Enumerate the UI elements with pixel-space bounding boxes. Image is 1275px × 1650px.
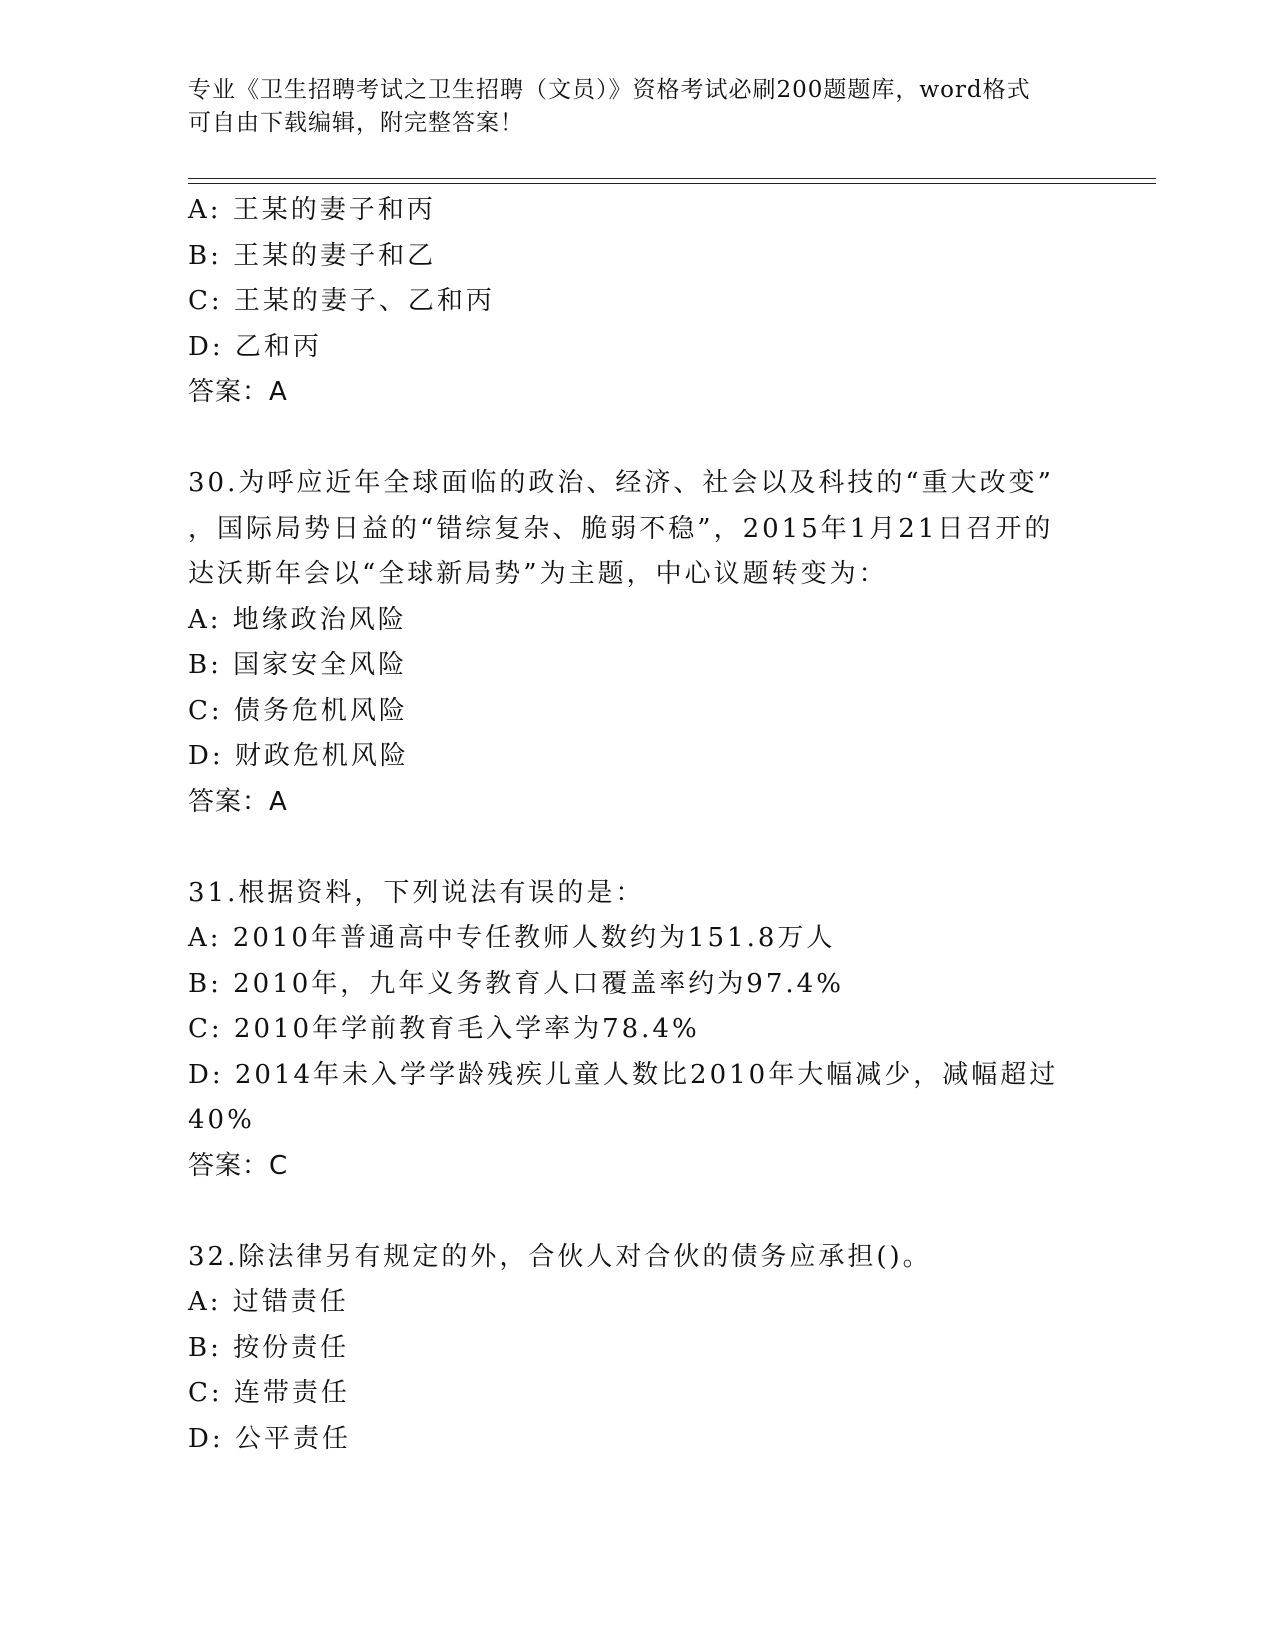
question-30: [188, 461, 1088, 825]
option-d: D: 乙和丙: [188, 331, 322, 362]
header-line-1: 专业《卫生招聘考试之卫生招聘（文员）》资格考试必刷200题题库，word格式: [188, 77, 1031, 103]
option-d-continued: 40%: [188, 1105, 255, 1135]
option-c: C: 2010年学前教育毛入学率为78.4%: [188, 1014, 700, 1044]
question-list: [188, 188, 1088, 1462]
header-divider-top: [188, 178, 1156, 179]
option-c: C: 连带责任: [188, 1378, 350, 1408]
spacer: [188, 1189, 1088, 1235]
spacer: [188, 416, 1088, 462]
question-31: [188, 871, 1088, 1190]
option-b: B: 按份责任: [188, 1332, 350, 1363]
option-a: A: 2010年普通高中专任教师人数约为151.8万人: [188, 923, 836, 953]
option-d: D: 公平责任: [188, 1423, 351, 1454]
question-stem-line: 达沃斯年会以“全球新局势”为主题，中心议题转变为：: [188, 559, 888, 589]
spacer: [188, 825, 1088, 871]
question-stem-line: 31.根据资料，下列说法有误的是：: [188, 877, 645, 908]
option-c: C: 王某的妻子、乙和丙: [188, 286, 495, 316]
option-a: A: 王某的妻子和丙: [188, 195, 436, 225]
option-a: A: 地缘政治风险: [188, 604, 407, 635]
option-b: B: 王某的妻子和乙: [188, 240, 437, 271]
option-c: C: 债务危机风险: [188, 695, 408, 726]
option-a: A: 过错责任: [188, 1287, 349, 1317]
header-line-2: 可自由下载编辑，附完整答案！: [188, 110, 524, 136]
answer: 答案：C: [188, 1150, 289, 1181]
question-stem-line: 30.为呼应近年全球面临的政治、经济、社会以及科技的“重大改变”: [188, 468, 1054, 498]
question-stem-line: 32.除法律另有规定的外，合伙人对合伙的债务应承担()。: [188, 1241, 932, 1272]
answer: 答案：A: [188, 377, 288, 407]
option-b: B: 2010年，九年义务教育人口覆盖率约为97.4%: [188, 968, 844, 999]
document-header: [188, 74, 1088, 140]
question-stem-line: ，国际局势日益的“错综复杂、脆弱不稳”，2015年1月21日召开的: [188, 513, 1054, 544]
question-29-tail: [188, 188, 1088, 416]
question-32: [188, 1235, 1088, 1463]
header-divider-bottom: [188, 183, 1156, 184]
answer: 答案：A: [188, 786, 288, 817]
option-d: D: 财政危机风险: [188, 741, 409, 771]
option-b: B: 国家安全风险: [188, 650, 408, 680]
option-d: D: 2014年未入学学龄残疾儿童人数比2010年大幅减少，减幅超过: [188, 1059, 1059, 1090]
